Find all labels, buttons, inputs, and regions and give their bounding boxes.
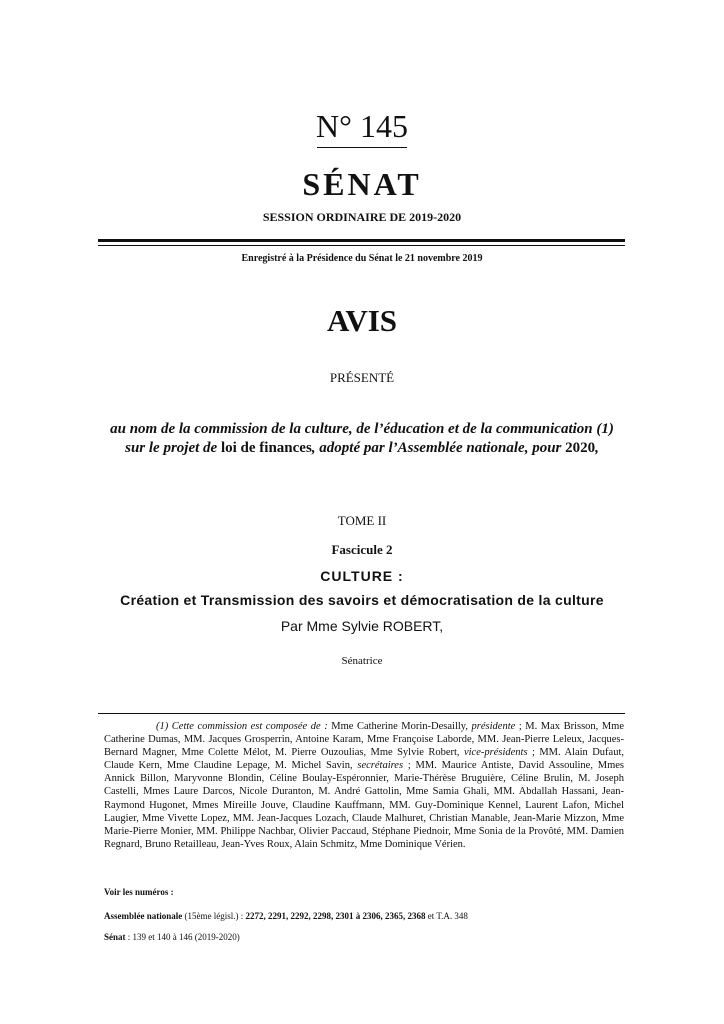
mission-title: CULTURE : <box>320 568 404 584</box>
assemblee-ta: et T.A. 348 <box>425 911 468 921</box>
role-vice-presidents: vice-présidents <box>463 747 528 759</box>
senat-label: Sénat <box>104 932 126 942</box>
footnote-text: ; M. Max Brisson, Mme Catherine Dumas, MM. Jacques Grosperrin, Antoine Karam, Mme Françoise Laborde, MM. Jean-Pierre Leleux, Jacques-Bernard Magner, Mme Colette Mélot, M. Pierre Ouzoulias, Mme Sylvie Robert, <box>104 721 624 759</box>
footnote-text: Mme Catherine Morin-Desailly, <box>327 721 472 732</box>
document-number-underline <box>317 147 407 148</box>
tome-label: TOME II <box>337 513 387 528</box>
role-secretaires: secrétaires <box>357 760 404 772</box>
commission-statement <box>100 420 624 458</box>
commission-statement-part: , adopté par l’Assemblée nationale, pour <box>311 440 566 456</box>
author-role: Sénatrice <box>341 655 383 667</box>
footnote-text: ; MM. Maurice Antiste, David Assouline, Mmes Annick Billon, Maryvonne Blondin, Céline Boulay-Espéronnier, Marie-Thérèse Bruguière, Céline Brulin, M. Joseph Castelli, Mmes Laure Darcos, Nicole Duranton, M. André Gattolin, Mme Samia Ghali, MM. Abdallah Hassani, Jean-Raymond Hugonet, Mmes Mireille Jouve, Claudine Kauffmann, MM. Guy-Dominique Kennel, Laurent Lafon, Michel Laugier, Mme Vivette Lopez, MM. Jean-Jacques Lozach, Claude Malhuret, Christian Manable, Jean-Marie Mizzon, Mme Marie-Pierre Monier, MM. Philippe Nachbar, Olivier Paccaud, Stéphane Piednoir, Mme Sonia de la Provôté, MM. Damien Regnard, Bruno Retailleau, Jean-Yves Roux, Alain Schmitz, Mme Dominique Vérien. <box>104 760 624 850</box>
assemblee-legislature: (15ème législ.) : <box>182 911 246 921</box>
senat-references <box>104 932 240 942</box>
footnote-intro: (1) Cette commission est composée de : <box>156 721 328 732</box>
header-rule-thick <box>98 239 625 242</box>
senat-numbers: : 139 et 140 à 146 (2019-2020) <box>125 932 240 942</box>
chamber-name: SÉNAT <box>302 166 422 202</box>
registration-line: Enregistré à la Présidence du Sénat le 21 novembre 2019 <box>241 253 483 264</box>
assemblee-references <box>104 911 468 921</box>
document-number: N° 145 <box>316 108 408 144</box>
footnote-rule <box>98 713 625 714</box>
presente-label: PRÉSENTÉ <box>329 370 395 385</box>
fascicule-label: Fascicule 2 <box>331 542 393 557</box>
role-presidente: présidente <box>471 721 516 732</box>
assemblee-label: Assemblée nationale <box>104 911 183 921</box>
budget-year: 2020 <box>565 440 596 456</box>
assemblee-numbers: 2272, 2291, 2292, 2298, 2301 à 2306, 2365, 2368 <box>245 911 426 921</box>
footnote-text: ; MM. Alain Dufaut, Claude Kern, Mme Claudine Lepage, M. Michel Savin, <box>104 747 624 772</box>
program-title: Création et Transmission des savoirs et démocratisation de la culture <box>120 592 604 608</box>
session-line: SESSION ORDINAIRE DE 2019-2020 <box>262 210 462 224</box>
commission-statement-part: au nom de la commission de la culture, de l’éducation et de la communication (1) sur le projet de <box>110 421 614 456</box>
header-rule-thin <box>98 245 625 246</box>
commission-composition <box>104 720 624 851</box>
references-heading: Voir les numéros : <box>104 887 174 897</box>
document-type: AVIS <box>326 303 398 338</box>
loi-de-finances: loi de finances <box>220 440 312 456</box>
commission-statement-part: , <box>595 440 599 456</box>
author-line: Par Mme Sylvie ROBERT, <box>280 618 444 634</box>
